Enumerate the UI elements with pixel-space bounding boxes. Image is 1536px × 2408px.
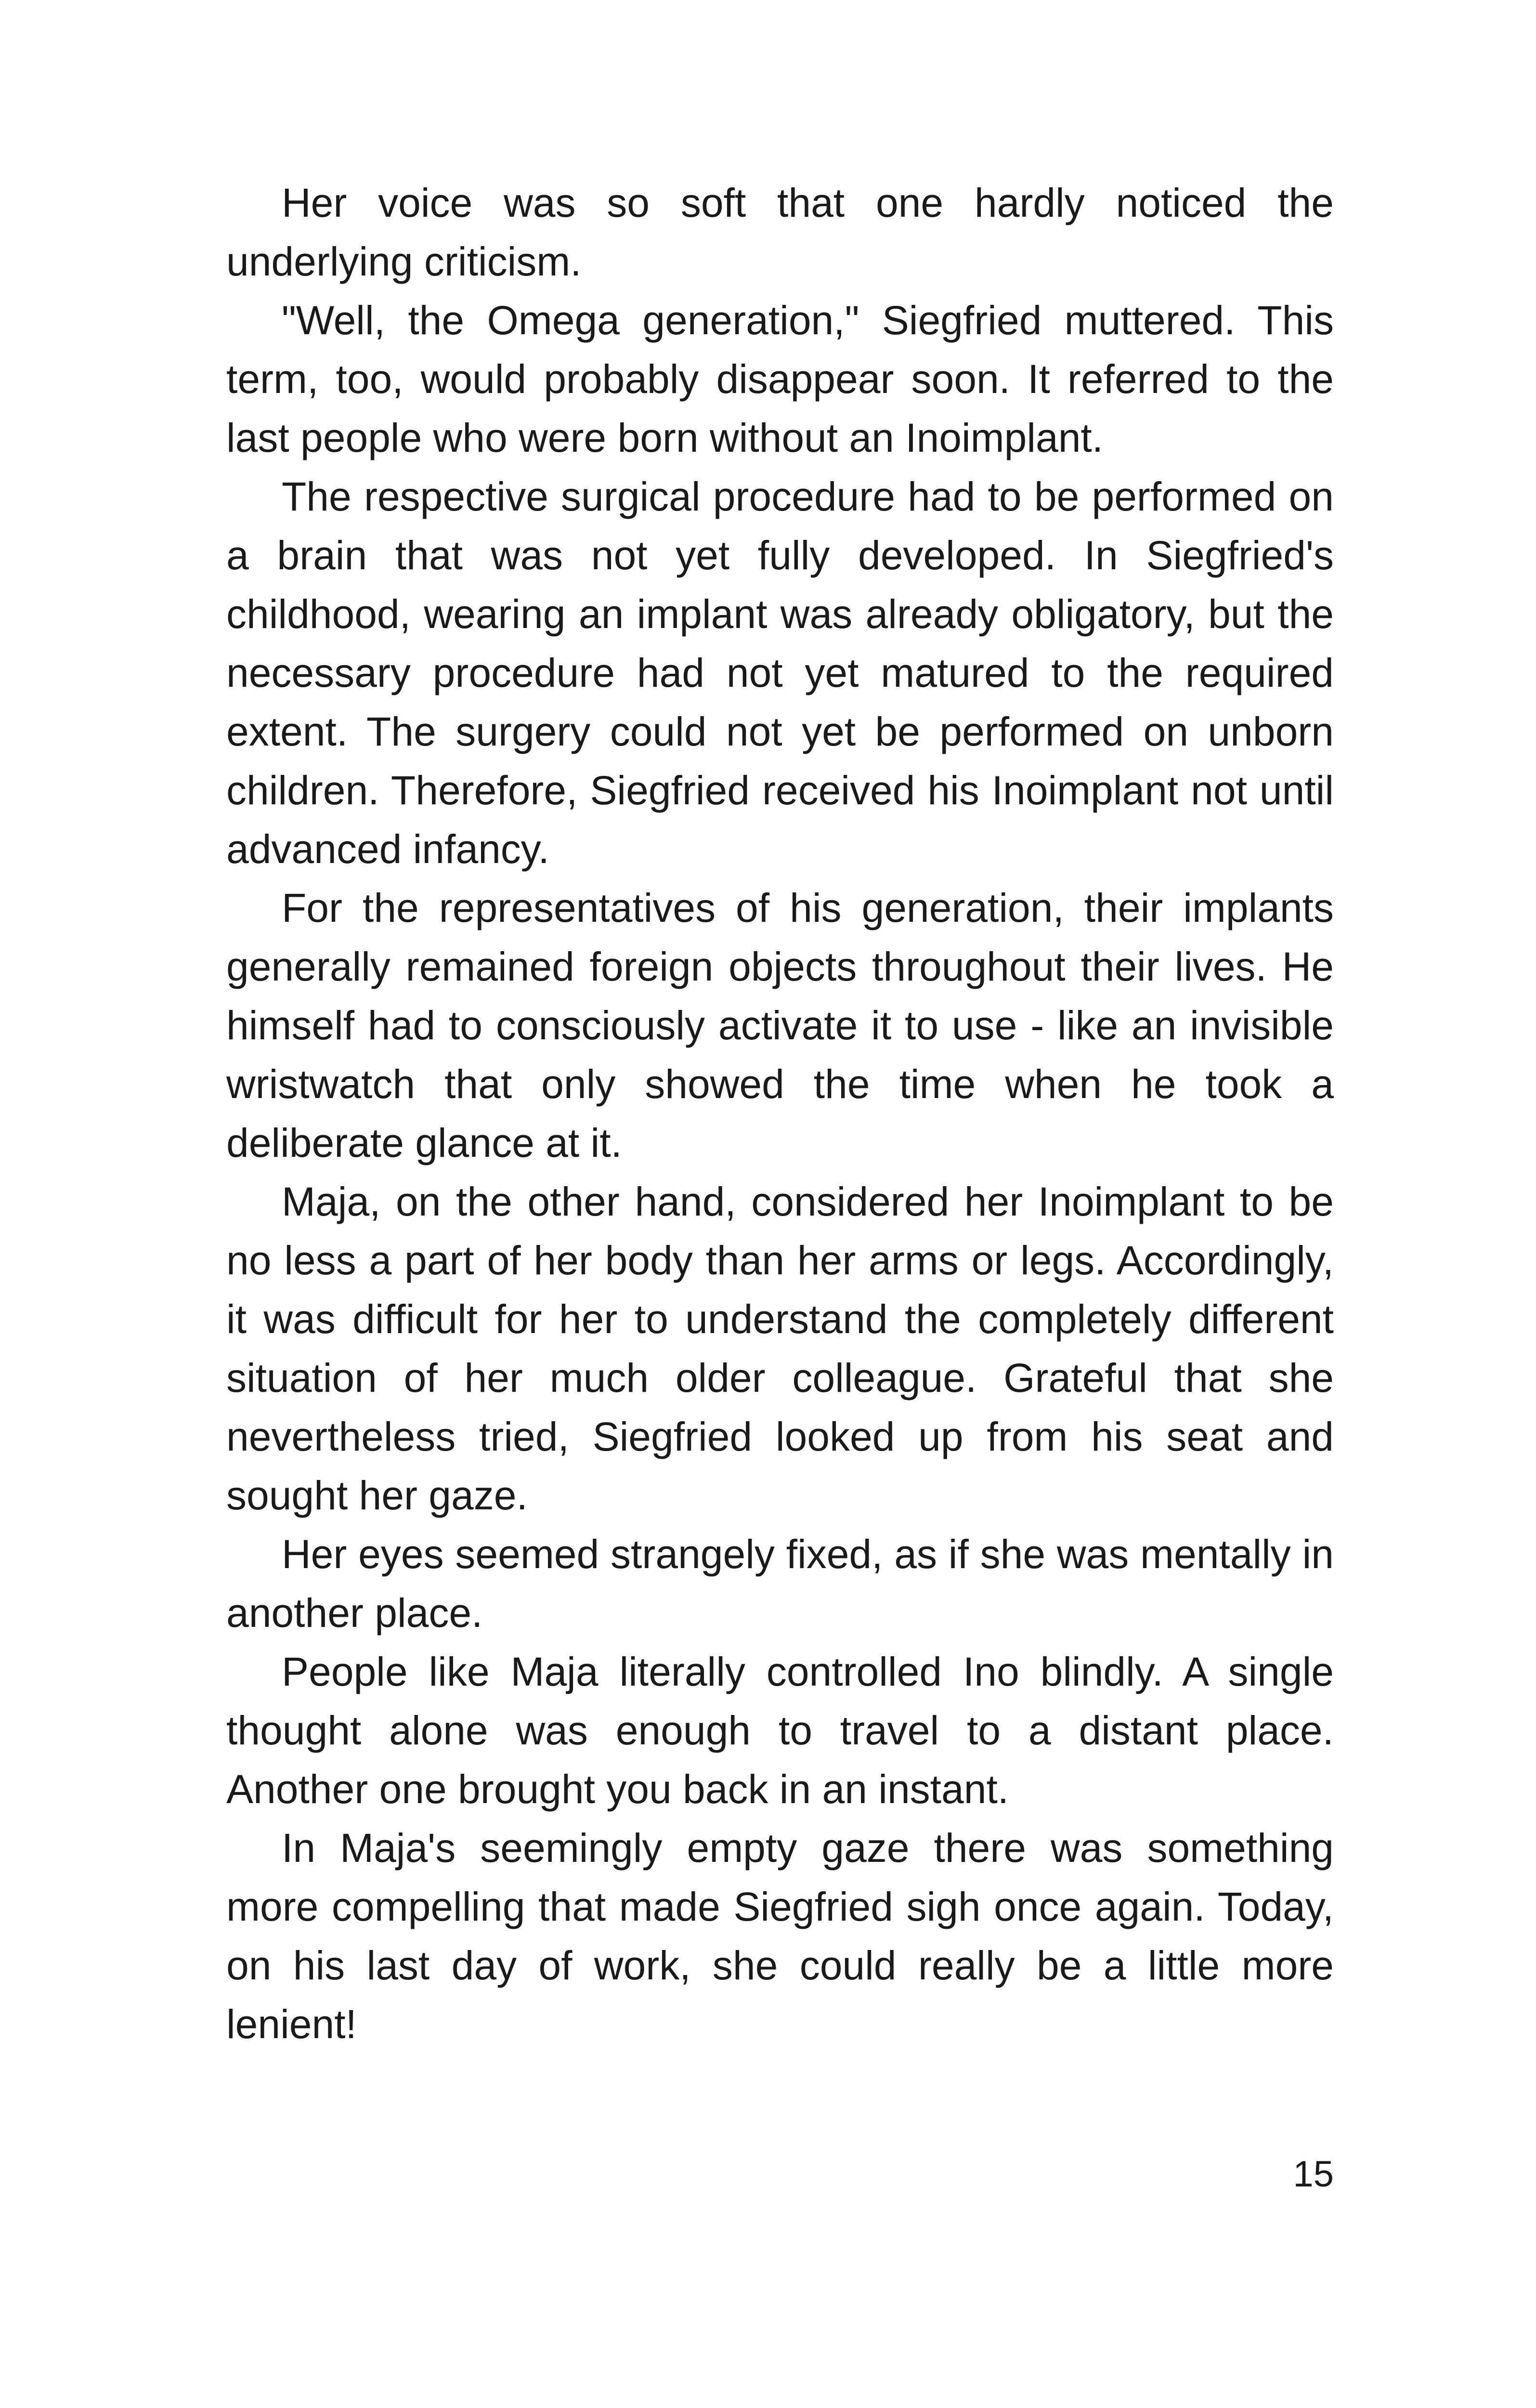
paragraph: Her voice was so soft that one hardly noticed the underlying criticism.: [226, 180, 1334, 284]
body-text: [226, 173, 1334, 2054]
paragraph: Her eyes seemed strangely fixed, as if she was mentally in another place.: [226, 1531, 1334, 1636]
paragraph: Maja, on the other hand, considered her Inoimplant to be no less a part of her body than her arms or legs. Accordingly, it was difficult for her to understand the completely different situation of her much older colleague. Grateful that she nevertheless tried, Siegfried looked up from his seat and sought her gaze.: [226, 1179, 1334, 1518]
paragraph: For the representatives of his generation, their implants generally remained foreign objects throughout their lives. He himself had to consciously activate it to use - like an invisible wristwatch that only showed the time when he took a deliberate glance at it.: [226, 885, 1334, 1165]
page-number: 15: [1293, 2154, 1334, 2195]
paragraph: The respective surgical procedure had to be performed on a brain that was not yet fully developed. In Siegfried's childhood, wearing an implant was already obligatory, but the necessary procedure had not yet matured to the required extent. The surgery could not yet be performed on unborn children. Therefore, Siegfried received his Inoimplant not until advanced infancy.: [226, 474, 1334, 872]
paragraph: "Well, the Omega generation," Siegfried muttered. This term, too, would probably disappear soon. It referred to the last people who were born without an Inoimplant.: [226, 298, 1334, 460]
paragraph: In Maja's seemingly empty gaze there was something more compelling that made Siegfried sigh once again. Today, on his last day of work, she could really be a little more lenient!: [226, 1825, 1334, 2047]
paragraph: People like Maja literally controlled Ino blindly. A single thought alone was enough to travel to a distant place. Another one brought you back in an instant.: [226, 1649, 1334, 1812]
